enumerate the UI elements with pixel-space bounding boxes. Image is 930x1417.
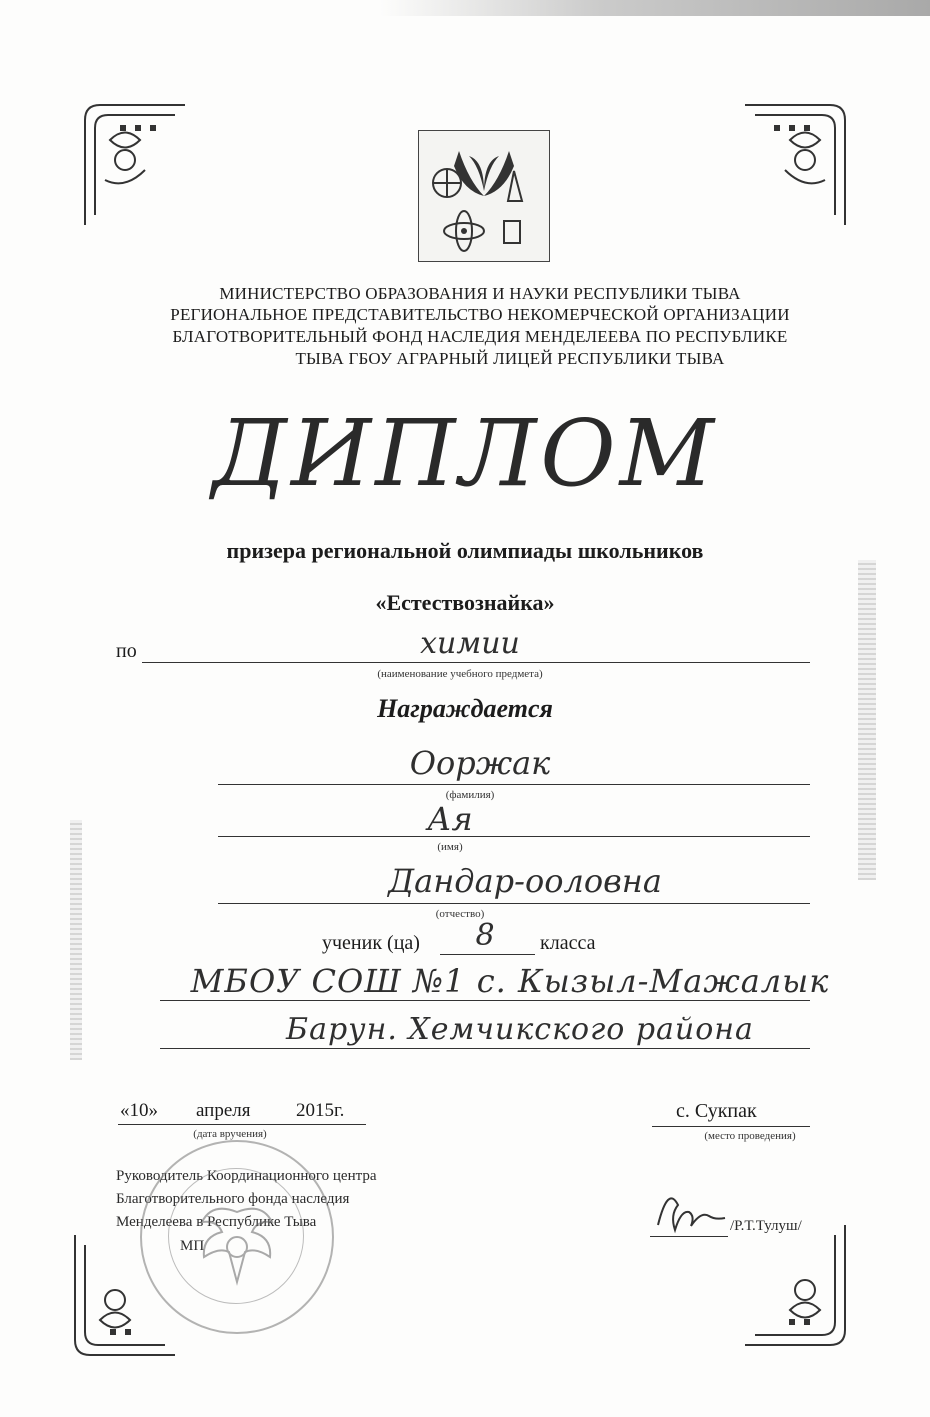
- signature-line: [650, 1236, 728, 1237]
- date-day: «10»: [120, 1100, 158, 1121]
- patronymic-value: Дандар-ооловна: [388, 862, 662, 900]
- header-line-2: РЕГИОНАЛЬНОЕ ПРЕДСТАВИТЕЛЬСТВО НЕКОМЕРЧЕСКОЙ ОРГАНИЗАЦИИ: [170, 305, 790, 324]
- scan-artifact-left: [70, 820, 82, 1060]
- grade-line: [440, 954, 535, 955]
- subject-line: [142, 662, 810, 663]
- school-value-1: МБОУ СОШ №1 с. Кызыл-Мажалык: [190, 962, 830, 1000]
- first-name-line: [218, 836, 810, 837]
- header-line-1: МИНИСТЕРСТВО ОБРАЗОВАНИЯ И НАУКИ РЕСПУБЛИКИ ТЫВА: [219, 284, 741, 303]
- place-caption: (место проведения): [704, 1130, 796, 1142]
- subject-caption: (наименование учебного предмета): [377, 668, 543, 680]
- date-year: 2015г.: [296, 1100, 345, 1121]
- subject-prefix: по: [116, 640, 137, 662]
- awarded-label: Награждается: [377, 694, 553, 723]
- hands-sprout-science-icon: [419, 131, 549, 261]
- seal-eagle-icon: [142, 1142, 332, 1332]
- date-caption: (дата вручения): [193, 1128, 267, 1140]
- school-value-2: Барун. Хемчикского района: [286, 1012, 754, 1047]
- school-line-2: [160, 1048, 810, 1049]
- stamp-place-label: МП: [180, 1238, 205, 1254]
- grade-prefix: ученик (ца): [322, 932, 420, 954]
- signatory-line-3: Менделеева в Республике Тыва: [116, 1214, 317, 1230]
- signatory-line-2: Благотворительного фонда наследия: [116, 1191, 350, 1207]
- date-line: [118, 1124, 366, 1125]
- surname-caption: (фамилия): [445, 789, 495, 801]
- olympiad-name: «Естествознайка»: [375, 590, 555, 615]
- grade-value: 8: [475, 918, 495, 953]
- corner-ornament-top-left-icon: [80, 100, 190, 230]
- grade-suffix: класса: [540, 932, 596, 954]
- patronymic-line: [218, 903, 810, 904]
- first-name-caption: (имя): [437, 841, 463, 853]
- place-line: [652, 1126, 810, 1127]
- signatory-name: /Р.Т.Тулуш/: [730, 1218, 802, 1234]
- corner-ornament-bottom-right-icon: [740, 1220, 850, 1350]
- signature: [650, 1180, 730, 1240]
- school-line-1: [160, 1000, 810, 1001]
- organization-logo: [418, 130, 550, 262]
- header-line-4: ТЫВА ГБОУ АГРАРНЫЙ ЛИЦЕЙ РЕСПУБЛИКИ ТЫВА: [295, 349, 725, 368]
- corner-ornament-top-right-icon: [740, 100, 850, 230]
- first-name-value: Ая: [427, 800, 473, 838]
- header-line-3: БЛАГОТВОРИТЕЛЬНЫЙ ФОНД НАСЛЕДИЯ МЕНДЕЛЕЕВА ПО РЕСПУБЛИКЕ: [172, 327, 788, 346]
- date-month: апреля: [196, 1100, 251, 1121]
- place-value: с. Сукпак: [676, 1100, 757, 1122]
- scan-artifact-top: [380, 0, 930, 16]
- diploma-subtitle: призера региональной олимпиады школьников: [226, 538, 704, 563]
- diploma-title: ДИПЛОМ: [212, 400, 718, 507]
- subject-value: химии: [420, 626, 520, 661]
- surname-value: Ооржак: [409, 744, 551, 782]
- surname-line: [218, 784, 810, 785]
- signatory-line-1: Руководитель Координационного центра: [116, 1168, 377, 1184]
- patronymic-caption: (отчество): [435, 908, 485, 920]
- official-seal: [140, 1140, 334, 1334]
- handwritten-signature-icon: [650, 1180, 730, 1240]
